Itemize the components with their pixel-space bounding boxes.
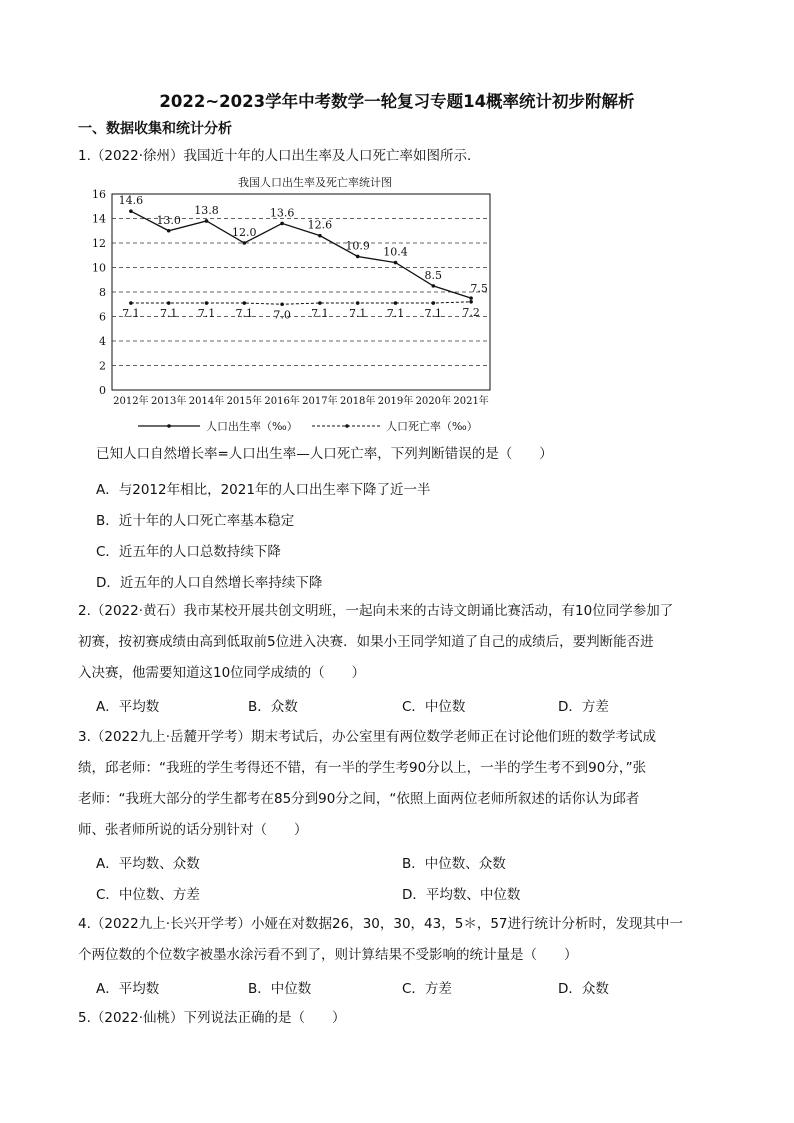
x-tick-label: 2016年 (264, 396, 300, 407)
death-rate-point (205, 301, 209, 305)
document-title: 2022~2023学年中考数学一轮复习专题14概率统计初步附解析 (159, 92, 635, 111)
q1-option-a: A．与2012年相比，2021年的人口出生率下降了近一半 (96, 482, 431, 498)
y-tick-label: 6 (99, 310, 106, 324)
x-tick-label: 2013年 (150, 396, 187, 407)
birth-rate-data-label: 13.6 (269, 206, 295, 220)
birth-rate-data-label: 7.5 (470, 282, 488, 296)
q4-line-2: 个两位数的个位数字被墨水涂污看不到了，则计算结果不受影响的统计量是（ ） (78, 947, 578, 963)
birth-rate-point (469, 296, 473, 300)
x-tick-label: 2019年 (377, 396, 414, 407)
q4-line-1: 4.（2022九上·长兴开学考）小娅在对数据26，30，30，43，5＊，57进行统计分析时，发现其中一 (78, 916, 684, 932)
y-tick-label: 14 (92, 212, 106, 226)
y-tick-label: 4 (99, 335, 106, 348)
death-rate-data-label: 7.1 (424, 307, 443, 321)
q3-line-2: 绩，邱老师：“我班的学生考得还不错，有一半的学生考90分以上，一半的学生考不到90分，”张 (78, 760, 647, 776)
death-rate-data-label: 7.1 (386, 307, 405, 321)
q2-option-c: C．中位数 (402, 699, 466, 715)
q1-option-d: D．近五年的人口自然增长率持续下降 (96, 575, 323, 591)
y-tick-label: 12 (92, 237, 106, 250)
death-rate-point (432, 301, 436, 305)
y-tick-label: 8 (99, 286, 106, 299)
x-tick-label: 2021年 (453, 396, 489, 407)
q2-line-2: 初赛，按初赛成绩由高到低取前5位进入决赛．如果小王同学知道了自己的成绩后，要判断能否进 (78, 634, 654, 650)
birth-rate-data-label: 13.0 (156, 213, 181, 227)
birth-rate-data-label: 12.0 (232, 226, 257, 239)
death-rate-point (318, 301, 322, 305)
q3-line-4: 师、张者师所说的话分别针对（ ） (78, 822, 308, 838)
x-tick-label: 2018年 (339, 396, 376, 407)
birth-rate-data-label: 8.5 (424, 268, 443, 282)
q1-option-c: C．近五年的人口总数持续下降 (96, 544, 281, 560)
q2-line-3: 入决赛，他需要知道这10位同学成绩的（ ） (78, 665, 366, 681)
birth-rate-data-label: 14.6 (118, 194, 144, 208)
q4-option-b: B．中位数 (248, 981, 312, 997)
death-rate-data-label: 7.1 (311, 307, 329, 321)
q5-stem: 5.（2022·仙桃）下列说法正确的是（ ） (78, 1010, 346, 1026)
q1-stem: 1.（2022·徐州）我国近十年的人口出生率及人口死亡率如图所示． (78, 148, 481, 164)
birth-rate-point (356, 255, 360, 259)
death-rate-point (356, 301, 360, 305)
legend-death-label: 人口死亡率（‰） (386, 420, 478, 433)
q3-option-a: A．平均数、众数 (96, 856, 200, 872)
legend-death-marker (345, 424, 349, 428)
y-tick-label: 2 (99, 359, 106, 373)
birth-rate-point (280, 222, 284, 226)
q1-option-b: B．近十年的人口死亡率基本稳定 (96, 513, 295, 529)
birth-rate-data-label: 12.6 (307, 218, 333, 232)
q2-option-a: A．平均数 (96, 699, 160, 715)
q2-option-d: D．方差 (558, 699, 609, 715)
q2-line-1: 2.（2022·黄石）我市某校开展共创文明班，一起向未来的古诗文朗诵比赛活动，有10位同学参加了 (78, 603, 674, 619)
chart-svg (86, 170, 526, 436)
death-rate-data-label: 7.1 (235, 307, 254, 321)
death-rate-point (280, 302, 284, 306)
birth-rate-point (318, 234, 322, 238)
death-rate-line (131, 302, 471, 304)
death-rate-data-label: 7.0 (273, 308, 291, 322)
population-rate-chart (86, 170, 526, 440)
y-tick-label: 16 (92, 188, 106, 201)
legend-birth-marker (167, 424, 171, 428)
x-tick-label: 2012年 (113, 396, 149, 407)
birth-rate-data-label: 13.8 (194, 203, 219, 217)
section-heading: 一、数据收集和统计分析 (78, 121, 232, 137)
death-rate-point (243, 301, 247, 305)
x-tick-label: 2020年 (415, 396, 452, 407)
q4-option-d: D．众数 (558, 981, 609, 997)
y-tick-label: 0 (99, 384, 106, 397)
q4-option-a: A．平均数 (96, 981, 160, 997)
birth-rate-point (205, 219, 209, 223)
death-rate-point (394, 301, 398, 305)
birth-rate-point (243, 241, 247, 245)
y-tick-label: 10 (92, 261, 106, 275)
death-rate-data-label: 7.1 (348, 307, 367, 321)
death-rate-data-label: 7.1 (197, 307, 216, 321)
q2-option-b: B．众数 (248, 699, 298, 715)
death-rate-data-label: 7.1 (159, 307, 178, 321)
x-tick-label: 2014年 (188, 396, 225, 407)
q3-option-d: D．平均数、中位数 (402, 887, 521, 903)
q3-line-1: 3.（2022九上·岳麓开学考）期末考试后，办公室里有两位数学老师正在讨论他们班的数学考试成 (78, 729, 657, 745)
birth-rate-line (131, 211, 471, 298)
chart-title: 我国人口出生率及死亡率统计图 (238, 176, 392, 189)
death-rate-point (167, 301, 171, 305)
birth-rate-point (394, 261, 398, 265)
death-rate-data-label: 7.1 (122, 307, 140, 321)
x-tick-label: 2015年 (226, 396, 263, 407)
birth-rate-data-label: 10.4 (383, 245, 408, 259)
x-tick-label: 2017年 (302, 396, 338, 407)
q4-option-c: C．方差 (402, 981, 452, 997)
death-rate-point (469, 300, 473, 304)
q1-condition: 已知人口自然增长率=人口出生率—人口死亡率，下列判断错误的是（ ） (96, 446, 553, 462)
birth-rate-data-label: 10.9 (345, 239, 370, 253)
death-rate-data-label: 7.2 (462, 305, 480, 319)
birth-rate-point (167, 229, 171, 233)
legend-birth-label: 人口出生率（‰） (206, 420, 298, 433)
q3-line-3: 老师：“我班大部分的学生都考在85分到90分之间，“依照上面两位老师所叙述的话你认为邱者 (78, 791, 640, 807)
birth-rate-point (129, 209, 133, 213)
q3-option-c: C．中位数、方差 (96, 887, 200, 903)
death-rate-point (129, 301, 133, 305)
q3-option-b: B．中位数、众数 (402, 856, 506, 872)
birth-rate-point (432, 284, 436, 288)
